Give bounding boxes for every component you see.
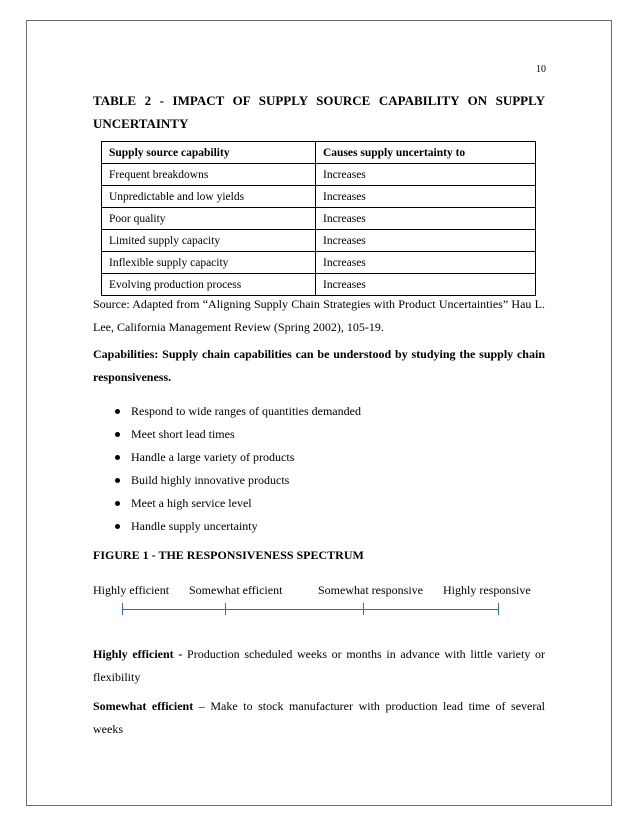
definition-text: Production scheduled weeks or months in advance with little variety or flexibility: [93, 647, 546, 684]
spectrum-tick: [498, 603, 499, 615]
definition-highly-efficient: [93, 643, 545, 689]
table-cell: Poor quality: [102, 208, 316, 230]
table-cell: Evolving production process: [102, 274, 316, 296]
table-title: TABLE 2 - IMPACT OF SUPPLY SOURCE CAPABILITY ON SUPPLY UNCERTAINTY: [93, 93, 545, 131]
spectrum-label-highly-responsive: Highly responsive: [443, 583, 531, 597]
table-cell: Increases: [316, 164, 536, 186]
list-item: Handle supply uncertainty: [93, 515, 361, 538]
definition-term: Highly efficient -: [93, 647, 183, 661]
bullet-icon: [115, 455, 120, 460]
list-item: Handle a large variety of products: [93, 446, 361, 469]
table-row: [102, 252, 536, 274]
list-item: Build highly innovative products: [93, 469, 361, 492]
capabilities-paragraph: Capabilities: Supply chain capabilities can be understood by studying the supply chain responsiveness.: [93, 347, 545, 384]
table-row: [102, 164, 536, 186]
table-row: [102, 230, 536, 252]
table-cell: Increases: [316, 252, 536, 274]
table-cell: Increases: [316, 186, 536, 208]
list-item: Meet short lead times: [93, 423, 361, 446]
definition-term: Somewhat efficient: [93, 699, 194, 713]
page-number: 10: [536, 64, 546, 75]
table-cell: Increases: [316, 274, 536, 296]
table-cell: Limited supply capacity: [102, 230, 316, 252]
table-header-cell: Causes supply uncertainty to: [316, 142, 536, 164]
definition-somewhat-efficient: [93, 695, 545, 741]
spectrum-label-somewhat-efficient: Somewhat efficient: [189, 583, 283, 597]
definition-text: – Make to stock manufacturer with production lead time of several weeks: [93, 699, 546, 736]
spectrum-tick: [363, 603, 364, 615]
supply-source-table: [101, 141, 536, 296]
bullet-icon: [115, 501, 120, 506]
table-row: [102, 186, 536, 208]
spectrum-tick: [225, 603, 226, 615]
table-cell: Inflexible supply capacity: [102, 252, 316, 274]
table-header-cell: Supply source capability: [102, 142, 316, 164]
table-row: [102, 208, 536, 230]
bullet-icon: [115, 432, 120, 437]
figure-title: FIGURE 1 - THE RESPONSIVENESS SPECTRUM: [93, 548, 364, 562]
capabilities-list: [93, 400, 361, 538]
spectrum-tick: [122, 603, 123, 615]
list-item: Respond to wide ranges of quantities demanded: [93, 400, 361, 423]
bullet-icon: [115, 478, 120, 483]
bullet-icon: [115, 409, 120, 414]
table-header-row: [102, 142, 536, 164]
source-citation: Source: Adapted from “Aligning Supply Chain Strategies with Product Uncertainties” Hau L. Lee, California Management Review (Spring 2002), 105-19.: [93, 297, 545, 334]
table-cell: Increases: [316, 208, 536, 230]
table-cell: Frequent breakdowns: [102, 164, 316, 186]
bullet-icon: [115, 524, 120, 529]
table-cell: Increases: [316, 230, 536, 252]
spectrum-label-highly-efficient: Highly efficient: [93, 583, 170, 597]
spectrum-label-somewhat-responsive: Somewhat responsive: [318, 583, 423, 597]
spectrum-axis-line: [122, 609, 499, 610]
table-cell: Unpredictable and low yields: [102, 186, 316, 208]
list-item: Meet a high service level: [93, 492, 361, 515]
